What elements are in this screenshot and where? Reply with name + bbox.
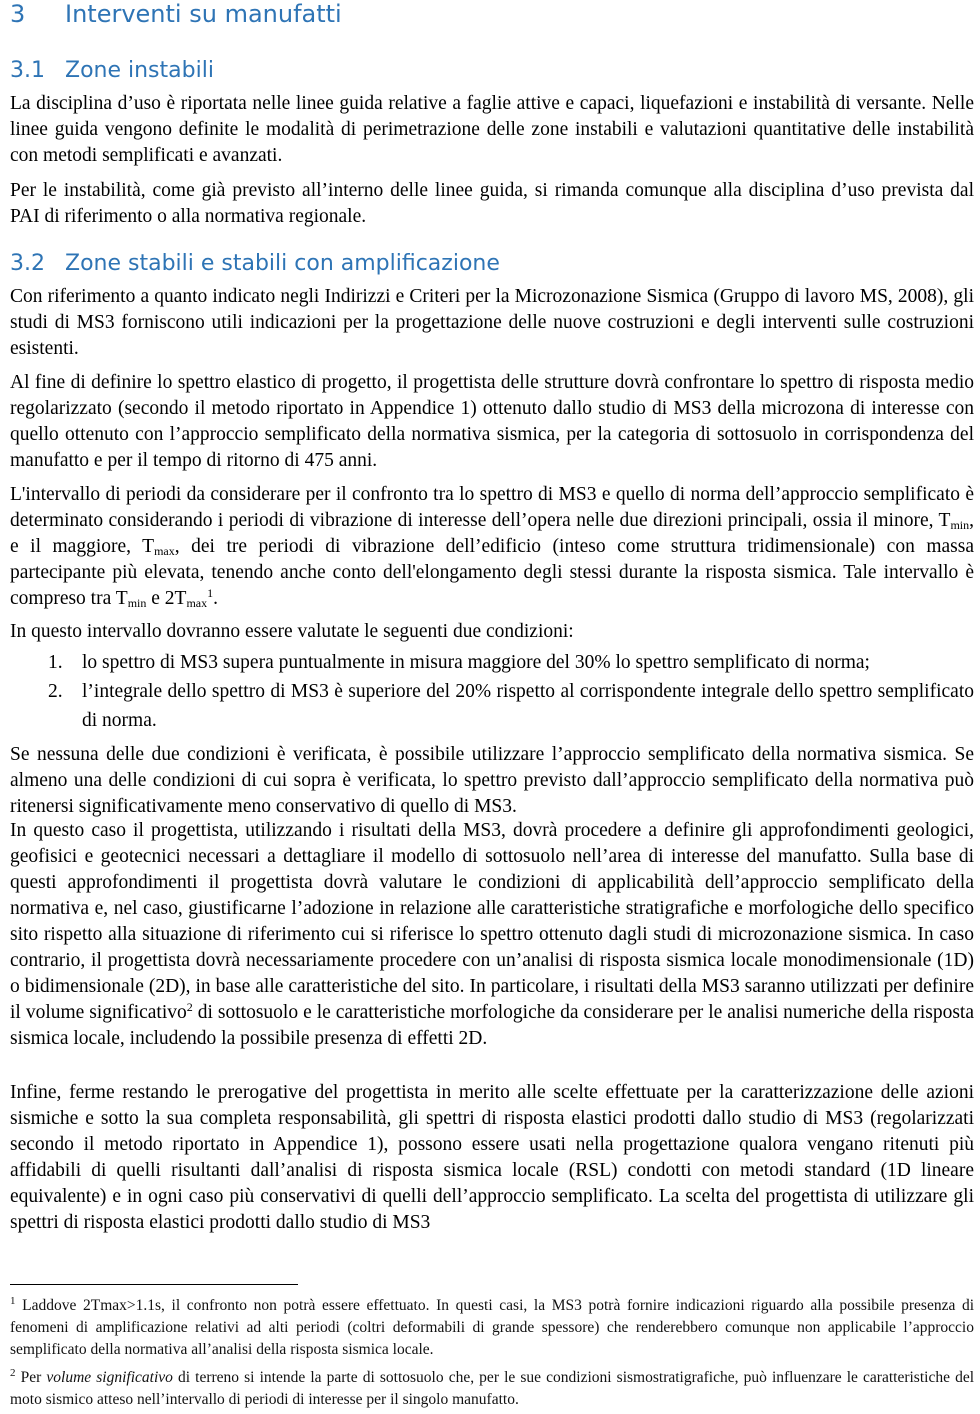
conditions-list [10,648,974,735]
paragraph: In questo intervallo dovranno essere valutate le seguenti due condizioni: [10,621,574,642]
paragraph: Se nessuna delle due condizioni è verificata, è possibile utilizzare l’approccio semplificato della normativa sismica. Se almeno una delle condizioni di cui sopra è verificata, lo spettro previsto dall’approccio semplificato della normativa può ritenersi significativamente meno conservativo di quello di MS3. [10,744,974,817]
text-run: di sottosuolo e le caratteristiche morfologiche da considerare per le analisi numeriche della risposta sismica locale, includendo la possibile presenza di effetti 2D. [10,1002,974,1049]
section-3-1-heading [10,58,214,83]
list-item [10,648,974,677]
section-number: 3.2 [10,251,45,276]
footnote-ref[interactable]: 2 [186,1000,193,1014]
paragraph: La disciplina d’uso è riportata nelle linee guida relative a faglie attive e capaci, liquefazioni e instabilità di versante. Nelle linee guida vengono definite le modalità di perimetrazione delle zone instabili e valutazioni quantitative delle instabilità con metodi semplificati e avanzati. [10,93,974,166]
text-run: , e il maggiore, T [10,510,974,557]
footnote-separator [10,1284,298,1285]
section-3-2-heading [10,251,500,276]
paragraph: Infine, ferme restando le prerogative del progettista in merito alle scelte effettuate per la caratterizzazione delle azioni sismiche e sotto la sua completa responsabilità, gli spettri di risposta elastici prodotti dallo studio di MS3 (regolarizzati secondo il metodo riportato in Appendice 1), possono essere usati nella progettazione qualora vengano ritenuti più affidabili di quelli risultanti dall’analisi di risposta sismica locale (RSL) condotti con metodi standard (1D lineare equivalente) e in ogni caso più conservativi di quelli dell’approccio semplificato. La scelta del progettista di utilizzare gli spettri di risposta elastici prodotti dallo studio di MS3 [10,1082,974,1233]
footnote [10,1295,974,1361]
paragraph: Per le instabilità, come già previsto all’interno delle linee guida, si rimanda comunque alla disciplina d’uso prevista dal PAI di riferimento o alla normativa regionale. [10,180,974,227]
section-number: 3 [10,0,26,28]
paragraph: Con riferimento a quanto indicato negli Indirizzi e Criteri per la Microzonazione Sismica (Gruppo di lavoro MS, 2008), gli studi di MS3 forniscono utili indicazioni per la progettazione delle nuove costruzioni e degli interventi sulle costruzioni esistenti. [10,286,974,359]
section-title: Zone instabili [65,58,214,83]
list-number: 2. [48,681,63,702]
subscript: max [186,596,208,610]
section-title: Zone stabili e stabili con amplificazione [65,251,500,276]
text-run: . [213,588,218,609]
paragraph: Al fine di definire lo spettro elastico di progetto, il progettista delle strutture dovrà confrontare lo spettro di risposta medio regolarizzato (secondo il metodo riportato in Appendice 1) ottenuto dallo studio di MS3 della microzona di interesse con quello ottenuto con l’approccio semplificato della normativa sismica, per la categoria di sottosuolo in corrispondenza del manufatto e per il tempo di ritorno di 475 anni. [10,372,974,471]
list-item-text: l’integrale dello spettro di MS3 è superiore del 20% rispetto al corrispondente integrale dello spettro semplificato di norma. [82,681,974,731]
footnote [10,1367,974,1411]
footnote-term: volume significativo [46,1369,173,1386]
text-run: In questo caso il progettista, utilizzando i risultati della MS3, dovrà procedere a definire gli approfondimenti geologici, geofisici e geotecnici necessari a dettagliare il modello di sottosuolo nell’area di interesse del manufatto. Sulla base di questi approfondimenti il progettista dovrà valutare le condizioni di applicabilità dell’approccio semplificato della normativa e, nel caso, giustificarne l’adozione in relazione alle caratteristiche stratigrafiche e morfologiche dello specifico sito rispetto alla situazione di riferimento cui si riferisce lo spettro ottenuto dagli studi di microzonazione sismica. In caso contrario, il progettista dovrà necessariamente procedere con un’analisi di risposta sismica locale monodimensionale (1D) o bidimensionale (2D), in base alle caratteristiche del sito. In particolare, i risultati della MS3 saranno utilizzati per definire il volume significativo [10,820,974,1023]
paragraph [10,482,974,612]
list-item-text: lo spettro di MS3 supera puntualmente in misura maggiore del 30% lo spettro semplificato di norma; [82,652,870,673]
text-run: , dei tre periodi di vibrazione dell’edificio (inteso come struttura tridimensionale) con massa partecipante più elevata, tenendo anche conto dell'elongamento degli stessi durante la risposta sismica. Tale intervallo è compreso tra T [10,536,974,609]
footnote-text: Laddove 2Tmax>1.1s, il confronto non potrà essere effettuato. In questi casi, la MS3 potrà fornire indicazioni riguardo alla possibile presenza di fenomeni di amplificazione relativi ad alti periodi (coltri deformabili di grande spessore) che renderebbero comunque non applicabile l’approccio semplificato della normativa all’analisi della risposta sismica locale. [10,1297,975,1358]
footnote-mark: 1 [10,1295,16,1307]
list-number: 1. [48,652,63,673]
text-run: L'intervallo di periodi da considerare per il confronto tra lo spettro di MS3 e quello di norma dell’approccio semplificato è determinato considerando i periodi di vibrazione di interesse dell’opera nelle due direzioni principali, ossia il minore, T [10,484,974,531]
section-3-heading [10,0,342,28]
subscript: min [950,518,970,532]
section-title: Interventi su manufatti [65,0,342,28]
footnote-ref[interactable]: 1 [207,586,214,600]
subscript: max [154,544,175,558]
text-run: e 2T [146,588,187,609]
section-number: 3.1 [10,58,45,83]
paragraph [10,818,974,1052]
footnote-text: di terreno si intende la parte di sottosuolo che, per le sue condizioni sismostratigrafiche, può influenzare le caratteristiche del moto sismico atteso nell’intervallo di periodi di interesse per il singolo manufatto. [10,1369,975,1408]
subscript: min [127,596,147,610]
footnote-mark: 2 [10,1367,16,1379]
footnote-text: Per [20,1369,47,1386]
list-item [10,677,974,735]
